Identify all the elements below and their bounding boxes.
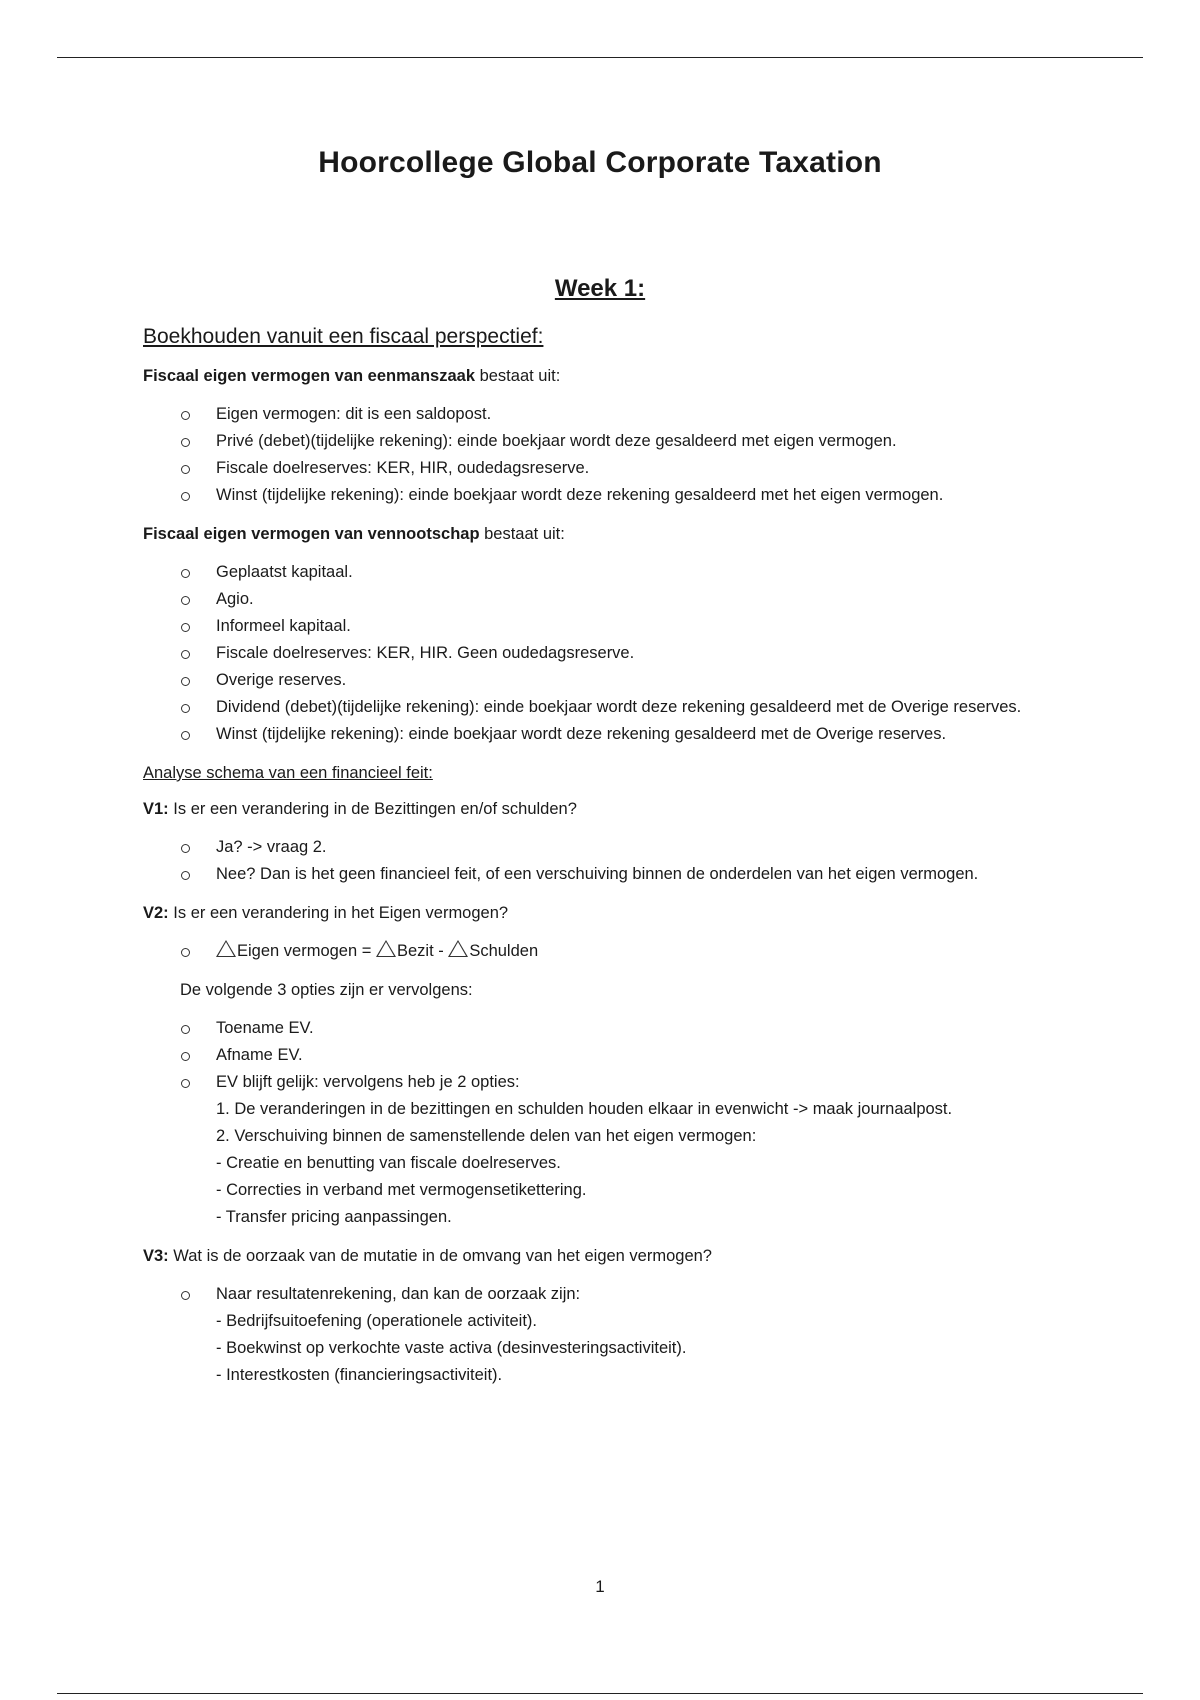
list-item: Informeel kapitaal. xyxy=(143,613,1063,640)
sub-line: - Interestkosten (financieringsactiviteit). xyxy=(216,1366,503,1384)
document-title: Hoorcollege Global Corporate Taxation xyxy=(318,146,882,179)
list-item xyxy=(143,1069,1063,1231)
sub-line: - Correcties in verband met vermogensetikettering. xyxy=(216,1181,587,1199)
sub-line: - Boekwinst op verkochte vaste activa (desinvesteringsactiviteit). xyxy=(216,1339,687,1357)
list-item xyxy=(143,1281,1063,1389)
v2-options-list xyxy=(143,1015,1063,1231)
section-heading: Boekhouden vanuit een fiscaal perspectief: xyxy=(143,325,544,348)
formula-item xyxy=(143,938,1063,965)
v3-list xyxy=(143,1281,1063,1389)
option-line: EV blijft gelijk: vervolgens heb je 2 opties: xyxy=(216,1073,520,1091)
eenmanszaak-intro xyxy=(143,365,1063,387)
list-item: Geplaatst kapitaal. xyxy=(143,559,1063,586)
vennootschap-bold: Fiscaal eigen vermogen van vennootschap xyxy=(143,525,480,543)
v2-label: V2: xyxy=(143,904,169,922)
list-item: Winst (tijdelijke rekening): einde boekjaar wordt deze rekening gesaldeerd met het eigen vermogen. xyxy=(143,482,1063,509)
delta-icon xyxy=(216,940,236,957)
analyse-heading: Analyse schema van een financieel feit: xyxy=(143,764,433,782)
list-item: Privé (debet)(tijdelijke rekening): einde boekjaar wordt deze gesaldeerd met eigen vermogen. xyxy=(143,428,1063,455)
v2-formula-list xyxy=(143,938,1063,965)
list-item: Overige reserves. xyxy=(143,667,1063,694)
list-item: Ja? -> vraag 2. xyxy=(143,834,1063,861)
list-item: Dividend (debet)(tijdelijke rekening): einde boekjaar wordt deze rekening gesaldeerd met de Overige reserves. xyxy=(143,694,1063,721)
document-body xyxy=(143,325,1063,1403)
vennootschap-intro xyxy=(143,523,1063,545)
list-item: Agio. xyxy=(143,586,1063,613)
question-v1 xyxy=(143,798,1063,820)
footer-rule xyxy=(57,1693,1143,1694)
vennootschap-rest: bestaat uit: xyxy=(479,525,565,543)
v1-list xyxy=(143,834,1063,888)
v1-text: Is er een verandering in de Bezittingen en/of schulden? xyxy=(168,800,577,818)
v3-text: Wat is de oorzaak van de mutatie in de omvang van het eigen vermogen? xyxy=(168,1247,712,1265)
list-item: Nee? Dan is het geen financieel feit, of een verschuiving binnen de onderdelen van het eigen vermogen. xyxy=(143,861,1063,888)
list-item: Eigen vermogen: dit is een saldopost. xyxy=(143,401,1063,428)
eenmanszaak-list xyxy=(143,401,1063,509)
vennootschap-list xyxy=(143,559,1063,748)
delta-icon xyxy=(376,940,396,957)
list-item: Toename EV. xyxy=(143,1015,1063,1042)
list-item: Fiscale doelreserves: KER, HIR. Geen oudedagsreserve. xyxy=(143,640,1063,667)
list-item: Winst (tijdelijke rekening): einde boekjaar wordt deze rekening gesaldeerd met de Overige reserves. xyxy=(143,721,1063,748)
formula xyxy=(216,938,538,965)
sub-line: - Creatie en benutting van fiscale doelreserves. xyxy=(216,1154,561,1172)
v2-intro: De volgende 3 opties zijn er vervolgens: xyxy=(180,981,473,999)
sub-line: - Transfer pricing aanpassingen. xyxy=(216,1208,452,1226)
sub-line: 2. Verschuiving binnen de samenstellende delen van het eigen vermogen: xyxy=(216,1127,757,1145)
eenmanszaak-rest: bestaat uit: xyxy=(475,367,561,385)
formula-part-2: Bezit - xyxy=(396,942,449,960)
sub-line: 1. De veranderingen in de bezittingen en schulden houden elkaar in evenwicht -> maak journaalpost. xyxy=(216,1100,953,1118)
list-item: Fiscale doelreserves: KER, HIR, oudedagsreserve. xyxy=(143,455,1063,482)
week-heading: Week 1: xyxy=(554,275,646,302)
delta-icon xyxy=(448,940,468,957)
option-line: Naar resultatenrekening, dan kan de oorzaak zijn: xyxy=(216,1285,581,1303)
sub-line: - Bedrijfsuitoefening (operationele activiteit). xyxy=(216,1312,538,1330)
header-rule xyxy=(57,57,1143,58)
formula-part-1: Eigen vermogen = xyxy=(237,942,376,960)
question-v3 xyxy=(143,1245,1063,1267)
formula-part-3: Schulden xyxy=(469,942,539,960)
eenmanszaak-bold: Fiscaal eigen vermogen van eenmanszaak xyxy=(143,367,475,385)
list-item: Afname EV. xyxy=(143,1042,1063,1069)
v3-label: V3: xyxy=(143,1247,169,1265)
v2-text: Is er een verandering in het Eigen vermogen? xyxy=(168,904,509,922)
v1-label: V1: xyxy=(143,800,169,818)
page-number: 1 xyxy=(595,1577,605,1596)
question-v2 xyxy=(143,902,1063,924)
